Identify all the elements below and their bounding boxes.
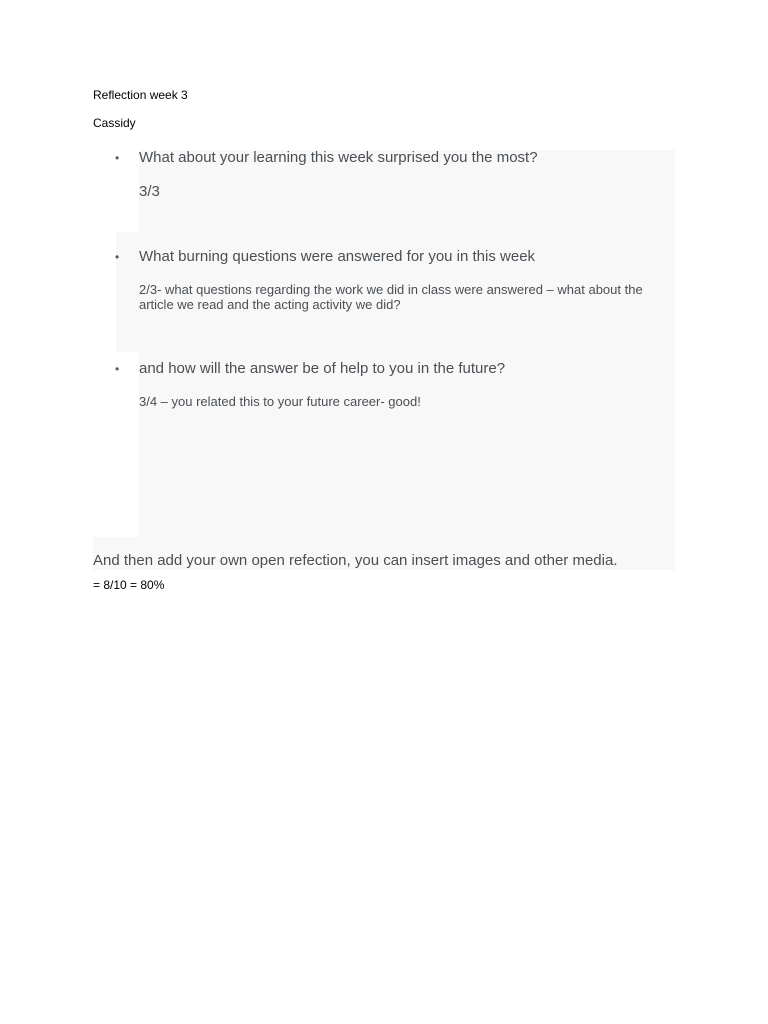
author-name: Cassidy [93,116,136,130]
shaded-block-indent [116,232,139,344]
answer-1: 3/3 [139,183,160,200]
answer-3: 3/4 – you related this to your future career- good! [139,394,421,409]
closing-instruction: And then add your own open refection, you can insert images and other media. [93,552,618,569]
answer-2: 2/3- what questions regarding the work we did in class were answered – what about the article we read and the acting activity we did? [139,282,643,312]
bullet-icon: • [115,362,120,376]
shaded-block-indent [116,344,139,352]
question-2: What burning questions were answered for you in this week [139,248,536,265]
bullet-icon: • [115,250,120,264]
total-score: = 8/10 = 80% [93,578,165,592]
bullet-icon: • [115,151,120,165]
question-3: and how will the answer be of help to you in the future? [139,360,506,377]
document-title: Reflection week 3 [93,88,188,102]
question-1: What about your learning this week surprised you the most? [139,149,538,166]
